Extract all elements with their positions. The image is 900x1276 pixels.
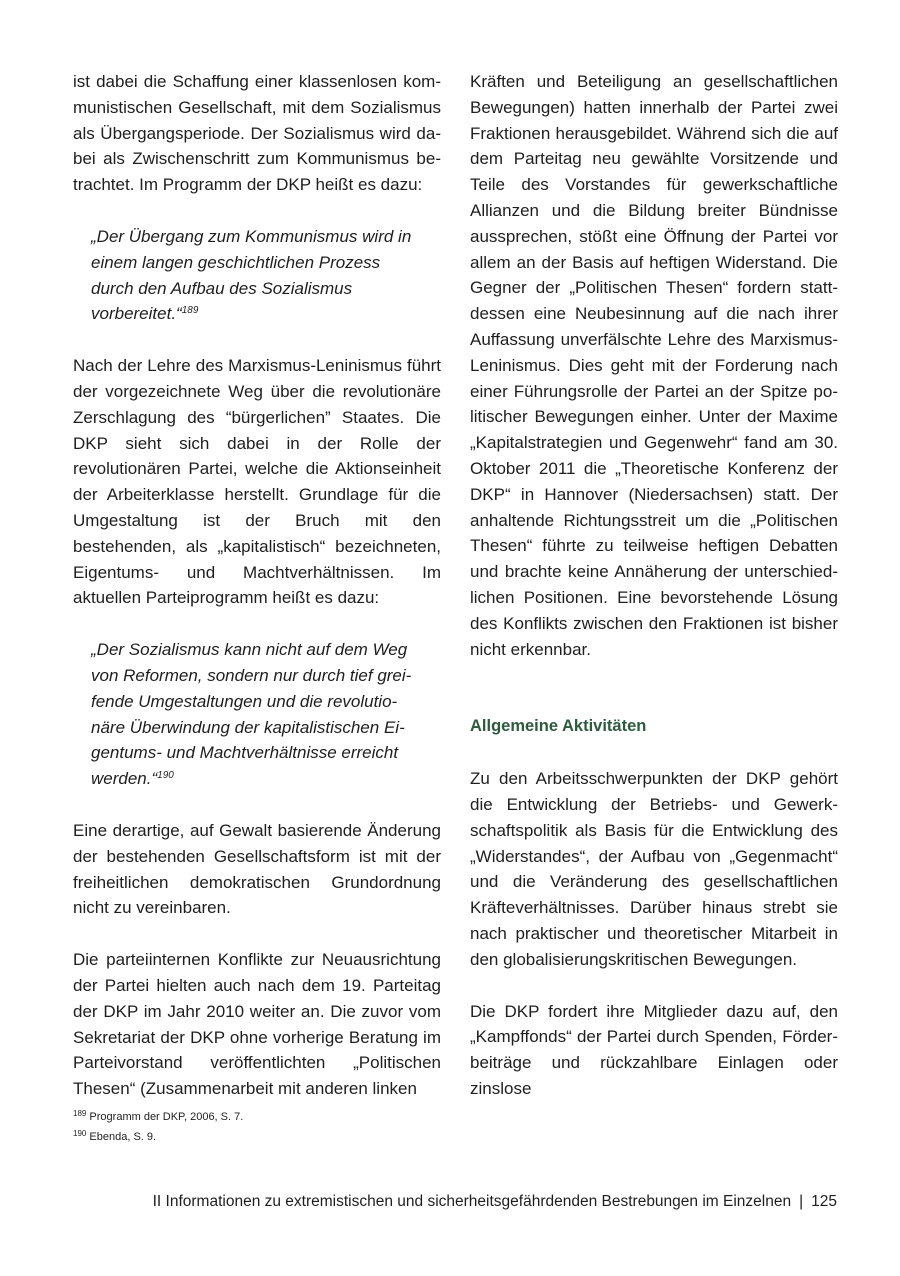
paragraph: Kräften und Beteiligung an gesellschaftlichen Bewegungen) hatten innerhalb der Partei zwei Fraktionen herausgebildet. Während sich die auf dem Parteitag neu gewählte Vorsitzende und Teile des Vorstandes für gewerkschaftliche Allianzen und die Bildung breiter Bündnisse aussprechen, stößt eine Öffnung der Partei vor allem an der Basis auf heftigen Widerstand. Die Gegner der „Politischen Thesen“ fordern stattdessen eine Neubesinnung auf die nach ihrer Auffassung unverfälschte Lehre des Marxismus-Leninismus. Dies geht mit der Forderung nach einer Führungsrolle der Partei an der Spitze politischer Bewegungen einher. Unter der Maxime „Kapitalstrategien und Gegenwehr“ fand am 30. Oktober 2011 die „Theoretische Konferenz der DKP“ in Hannover (Niedersachsen) statt. Der anhaltende Richtungsstreit um die „Politischen Thesen“ führte zu teilweise heftigen Debatten und brachte keine Annäherung der unterschiedlichen Positionen. Eine bevorstehende Lösung des Konflikts zwischen den Fraktionen ist bisher nicht erkennbar.: [470, 72, 838, 659]
footnote-ref: 189: [181, 305, 199, 317]
left-column: [73, 69, 441, 1102]
paragraph: Nach der Lehre des Marxismus-Leninismus führt der vorgezeichnete Weg über die revolutionäre Zerschlagung des “bürgerlichen” Staates. Die DKP sieht sich dabei in der Rolle der revolutionären Partei, welche die Aktionseinheit der Arbeiterklasse herstellt. Grundlage für die Umgestaltung ist der Bruch mit den bestehenden, als „kapitalistisch“ bezeichneten, Eigentums- und Machtverhältnissen. Im aktuellen Parteiprogramm heißt es dazu:: [73, 356, 441, 608]
footnote: [73, 1107, 243, 1127]
quote-text: „Der Sozialismus kann nicht auf dem Weg von Reformen, sondern nur durch tief greifende Umgestaltungen und die revolutionäre Überwindung der kapitalistischen Eigentums- und Machtverhältnisse erreicht werden.“: [91, 640, 412, 789]
block-quote: [73, 637, 441, 792]
footer-separator: |: [799, 1193, 804, 1210]
right-column: [470, 69, 838, 1102]
footnote-number: 190: [73, 1129, 87, 1138]
footnote-text: Ebenda, S. 9.: [89, 1131, 157, 1143]
paragraph: Die DKP fordert ihre Mitglieder dazu auf, den „Kampffonds“ der Partei durch Spenden, Förderbeiträge und rückzahlbare Einlagen oder zinslose: [470, 1001, 838, 1098]
chapter-title: II Informationen zu extremistischen und sicherheitsgefährdenden Bestrebungen im Einzelnen: [152, 1193, 792, 1210]
paragraph: Die parteiinternen Konflikte zur Neuausrichtung der Partei hielten auch nach dem 19. Parteitag der DKP im Jahr 2010 weiter an. Die zuvor vom Sekretariat der DKP ohne vorherige Beratung im Parteivorstand veröffentlichten „Politischen Thesen“ (Zusammenarbeit mit anderen linken: [73, 950, 441, 1099]
footnote-ref: 190: [157, 770, 174, 782]
page-footer: [153, 1193, 837, 1211]
page-number: 125: [811, 1193, 837, 1210]
block-quote: [73, 224, 441, 327]
quote-text: „Der Übergang zum Kommunismus wird in einem langen geschichtlichen Prozess durch den Aufbau des Sozialismus vorbereitet.“: [91, 226, 412, 324]
footnote-text: Programm der DKP, 2006, S. 7.: [89, 1111, 244, 1123]
footnotes: [73, 1107, 243, 1147]
paragraph: Zu den Arbeitsschwerpunkten der DKP gehört die Entwicklung der Betriebs- und Gewerkschaftspolitik als Basis für die Entwicklung des „Widerstandes“, der Aufbau von „Gegenmacht“ und die Veränderung des gesellschaftlichen Kräfteverhältnisses. Darüber hinaus strebt sie nach praktischer und theoretischer Mitarbeit in den globalisierungskritischen Bewegungen.: [470, 769, 838, 969]
paragraph: Eine derartige, auf Gewalt basierende Änderung der bestehenden Gesellschaftsform ist mit der freiheitlichen demokratischen Grundordnung nicht zu vereinbaren.: [73, 820, 441, 918]
paragraph: ist dabei die Schaffung einer klassenlosen kommunistischen Gesellschaft, mit dem Sozialismus als Übergangsperiode. Der Sozialismus wird dabei als Zwischenschritt zum Kommunismus betrachtet. Im Programm der DKP heißt es dazu:: [73, 72, 441, 195]
section-heading: Allgemeine Aktivitäten: [470, 717, 647, 736]
footnote: [73, 1127, 243, 1147]
footnote-number: 189: [73, 1109, 87, 1118]
